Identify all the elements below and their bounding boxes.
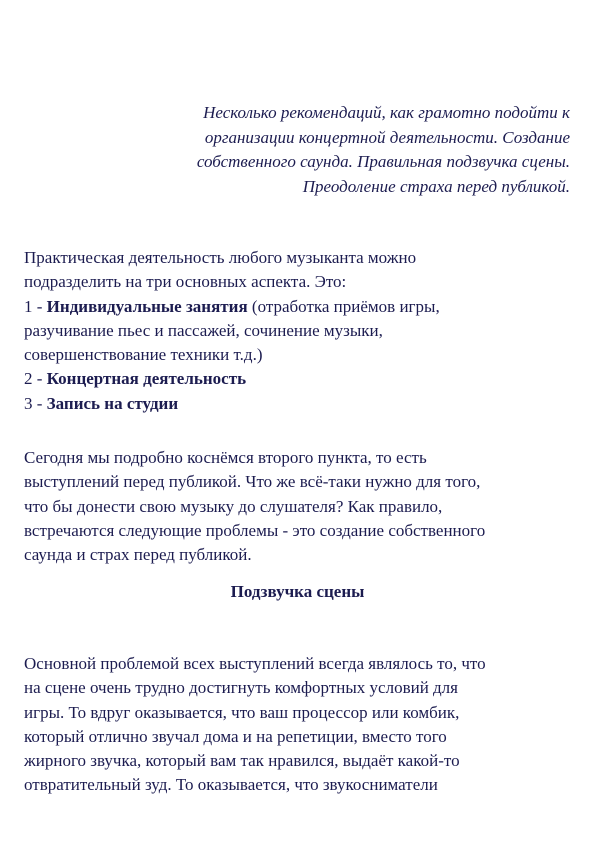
list-item-3 [24, 392, 584, 416]
list-item-bold: Концертная деятельность [46, 369, 247, 389]
text-line: выступлений перед публикой. Что же всё-таки нужно для того, [24, 472, 481, 492]
heading-line: собственного саунда. Правильная подзвучка сцены. [196, 152, 570, 171]
list-number: 3 - [24, 393, 47, 413]
heading-line: Преодоление страха перед публикой. [302, 176, 570, 196]
list-number: 1 - [24, 296, 47, 316]
text-line: который отлично звучал дома и на репетиции, вместо того [24, 726, 447, 746]
text-line: совершенствование техники т.д.) [24, 345, 263, 365]
text-line: Основной проблемой всех выступлений всегда являлось то, что [24, 654, 486, 673]
list-item-bold: Индивидуальные занятия [46, 296, 248, 316]
list-number: 2 - [24, 369, 47, 389]
list-item-text: (отработка приёмов игры, [247, 296, 440, 316]
text-line: встречаются следующие проблемы - это создание собственного [24, 520, 486, 540]
text-line: разучивание пьес и пассажей, сочинение музыки, [24, 320, 383, 340]
text-line: что бы донести свою музыку до слушателя? Как правило, [24, 496, 443, 516]
text-line: Практическая деятельность любого музыканта можно [24, 248, 417, 267]
list-item-2 [24, 367, 584, 391]
text-line: подразделить на три основных аспекта. Это: [24, 272, 347, 292]
text-line: Сегодня мы подробно коснёмся второго пункта, то есть [24, 448, 427, 467]
text-line: жирного звучка, который вам так нравился, выдаёт какой-то [24, 751, 460, 771]
heading-line: Несколько рекомендаций, как грамотно подойти к [203, 103, 570, 122]
list-item-1 [24, 295, 584, 319]
paragraph-3 [24, 652, 584, 798]
intro-paragraph [24, 246, 584, 416]
text-line: саунда и страх перед публикой. [24, 545, 252, 565]
paragraph-2 [24, 446, 584, 567]
document-heading [100, 101, 570, 199]
list-item-bold: Запись на студии [46, 393, 179, 413]
section-title: Подзвучка сцены [230, 582, 365, 601]
text-line: игры. То вдруг оказывается, что ваш процессор или комбик, [24, 702, 460, 722]
text-line: отвратительный зуд. То оказывается, что звукосниматели [24, 775, 438, 795]
heading-line: организации концертной деятельности. Создание [204, 127, 570, 147]
text-line: на сцене очень трудно достигнуть комфортных условий для [24, 678, 458, 698]
